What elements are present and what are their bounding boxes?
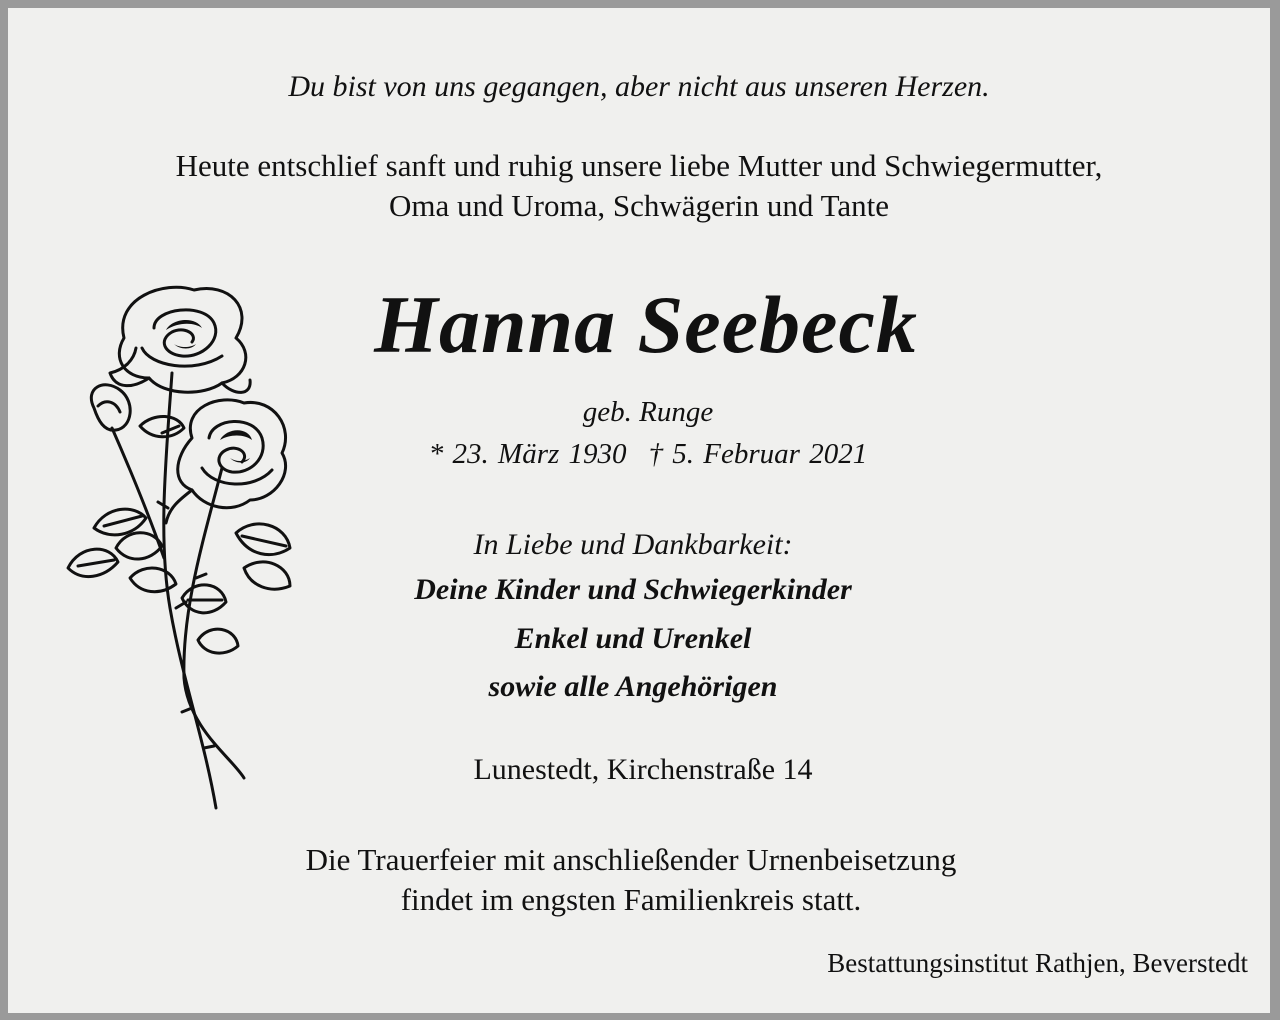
funeral-line-2: findet im engsten Familienkreis statt.	[400, 882, 862, 917]
maiden-name: geb. Runge	[582, 396, 714, 428]
motto: Du bist von uns gegangen, aber nicht aus unseren Herzen.	[288, 70, 990, 103]
undertaker: Bestattungsinstitut Rathjen, Beverstedt	[827, 948, 1248, 978]
mourner-line-2: Enkel und Urenkel	[514, 622, 752, 655]
deceased-name: Hanna Seebeck	[374, 279, 918, 370]
mourner-line-3: sowie alle Angehörigen	[488, 670, 778, 703]
mourner-line-1: Deine Kinder und Schwiegerkinder	[414, 573, 852, 606]
funeral-line-1: Die Trauerfeier mit anschließender Urnenbeisetzung	[305, 842, 957, 877]
rose-bouquet-icon	[54, 278, 304, 818]
address: Lunestedt, Kirchenstraße 14	[473, 753, 813, 786]
birth-date: * 23. März 1930	[428, 438, 627, 470]
intro-line-1: Heute entschlief sanft und ruhig unsere liebe Mutter und Schwiegermutter,	[175, 148, 1103, 183]
obituary-notice	[8, 8, 1270, 1013]
intro-line-2: Oma und Uroma, Schwägerin und Tante	[388, 188, 890, 223]
thanks-heading: In Liebe und Dankbarkeit:	[473, 528, 793, 561]
life-dates	[348, 438, 948, 471]
intro-text	[8, 146, 1270, 226]
funeral-info	[8, 840, 1270, 920]
death-date: † 5. Februar 2021	[648, 438, 868, 470]
